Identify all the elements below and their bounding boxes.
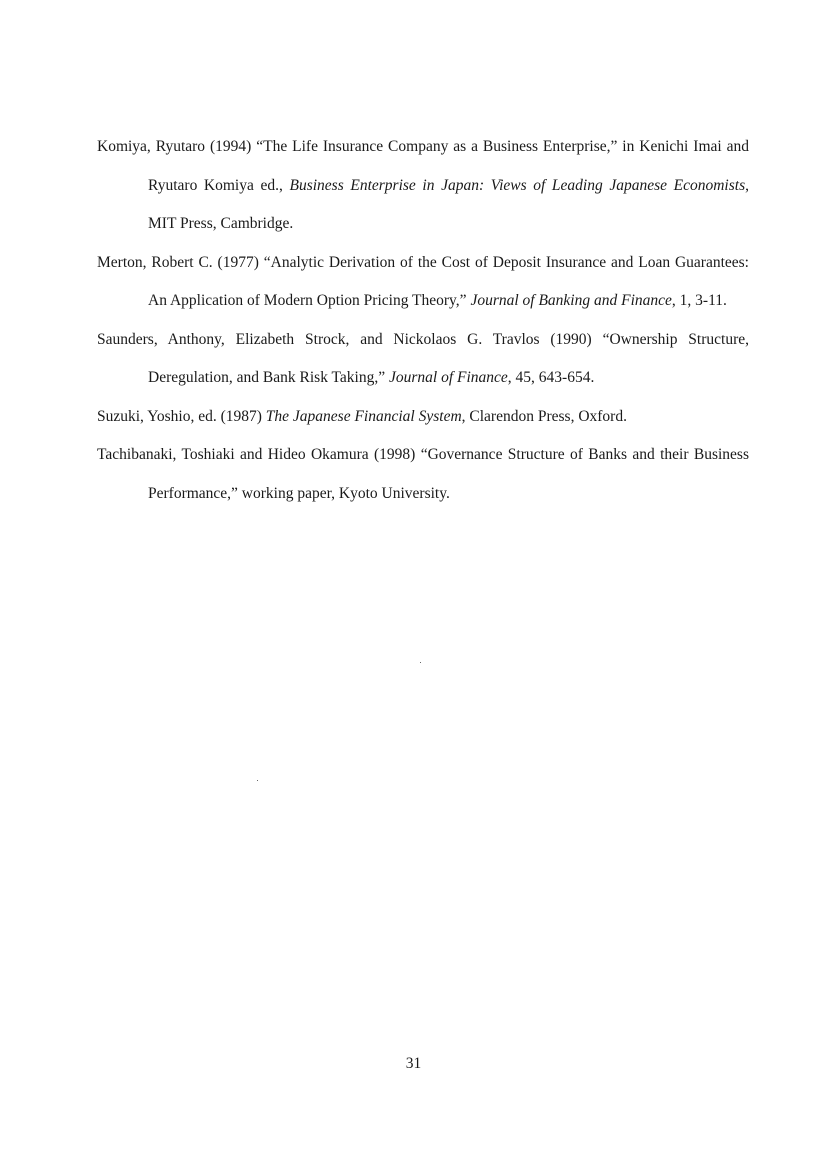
reference-entry [97,244,749,321]
reference-text-tail: , 45, 643-654. [507,369,595,386]
reference-list [97,128,749,513]
reference-text: Suzuki, Yoshio, ed. (1987) [97,407,266,425]
reference-text: Tachibanaki, Toshiaki and Hideo Okamura (1998) “Governance Structure of Banks and their Business Performance,” working paper, Kyoto University. [97,446,749,502]
reference-text-tail: , Clarendon Press, Oxford. [461,407,627,425]
reference-italic-title: Journal of Banking and Finance [470,292,672,309]
reference-italic-title: Business Enterprise in Japan: Views of Leading Japanese Economists [289,176,746,194]
reference-entry [97,398,749,437]
reference-text: Saunders, Anthony, Elizabeth Strock, and Nickolaos G. Travlos (1990) “Ownership Structure, Deregulation, and Bank Risk Taking,” [97,330,749,386]
reference-italic-title: Journal of Finance [388,369,508,386]
page-number: 31 [405,1055,422,1072]
reference-text: Komiya, Ryutaro (1994) “The Life Insurance Company as a Business Enterprise,” in Kenichi Imai and Ryutaro Komiya ed., [97,138,749,194]
reference-entry [97,436,749,513]
reference-italic-title: The Japanese Financial System [265,407,462,425]
reference-entry [97,128,749,244]
scan-speck [257,780,258,781]
reference-text: Merton, Robert C. (1977) “Analytic Derivation of the Cost of Deposit Insurance and Loan Guarantees: An Application of Modern Option Pricing Theory,” [97,253,749,309]
reference-text-tail: , 1, 3-11. [671,292,727,309]
reference-text-tail: , MIT Press, Cambridge. [148,176,749,232]
reference-entry [97,321,749,398]
scan-speck [420,662,421,663]
